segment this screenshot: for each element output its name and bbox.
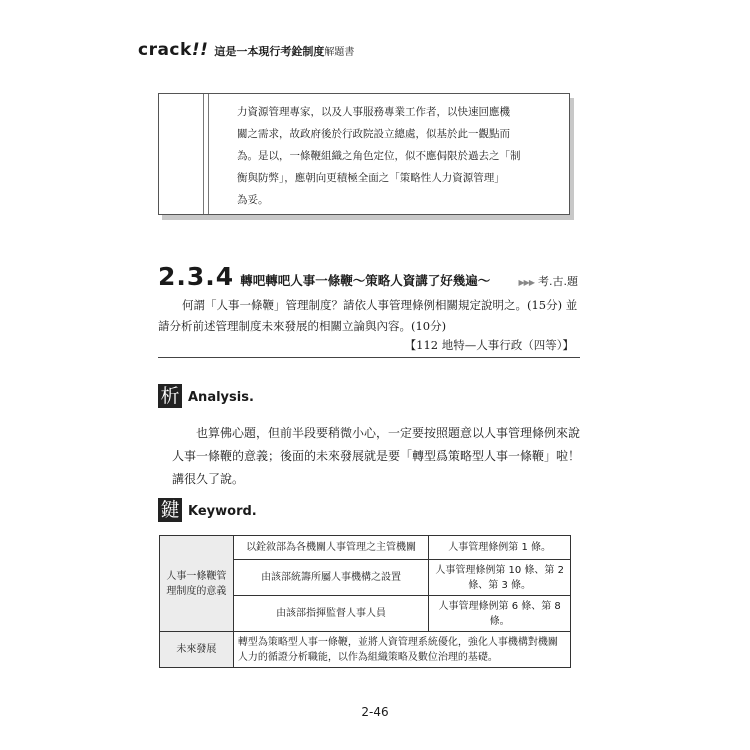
question-block (158, 295, 580, 358)
analysis-text: 也算佛心題，但前半段要稍微小心，一定要按照題意以人事管理條例來說人事一條鞭的意義；後面的未來發展就是要「轉型爲策略型人事一條鞭」啦！講很久了說。 (172, 426, 581, 486)
answer-line: 衡與防弊」，應朝向更積極全面之「策略性人力資源管理」 (237, 172, 505, 184)
reference-cell: 人事管理條例第 10 條、第 2 條、第 3 條。 (429, 560, 571, 596)
content-cell: 由該部指揮監督人事人員 (233, 596, 428, 632)
section-heading (158, 262, 578, 291)
answer-line: 為。是以，一條鞭組織之角色定位，似不應侷限於過去之「制 (237, 150, 521, 162)
content-cell: 以銓敘部為各機關人事管理之主管機關 (233, 536, 428, 560)
group-future-cell: 未來發展 (160, 632, 234, 668)
answer-continuation-box (158, 93, 570, 215)
analysis-label: Analysis. (188, 390, 254, 405)
running-header (138, 40, 354, 60)
table-row (160, 632, 571, 668)
brand-logo: crack!! (138, 40, 209, 60)
keyword-icon: 鍵 (158, 498, 182, 522)
question-source: 【112 地特—人事行政（四等）】 (404, 338, 574, 352)
triple-arrow-icon: ▶▶▶ (518, 278, 534, 287)
reference-cell: 人事管理條例第 1 條。 (429, 536, 571, 560)
page-number: 2-46 (361, 705, 389, 719)
header-subtitle: 這是一本現行考銓制度解題書 (214, 45, 355, 58)
box-rail (203, 94, 209, 214)
keyword-table (159, 535, 571, 668)
group-meaning-cell: 人事一條鞭管理制度的意義 (160, 536, 234, 632)
keyword-label: Keyword. (188, 504, 257, 519)
section-number: 2.3.4 (158, 262, 235, 291)
exam-tag: ▶▶▶ 考.古.題 (518, 275, 578, 288)
future-cell: 轉型為策略型人事一條鞭，並將人資管理系統優化，強化人事機構對機關人力的循證分析職能，以作為組織策略及數位治理的基礎。 (233, 632, 570, 668)
analysis-icon: 析 (158, 384, 182, 408)
table-row (160, 536, 571, 560)
answer-lines (237, 101, 557, 211)
section-title: 轉吧轉吧人事一條鞭～策略人資講了好幾遍～ (240, 273, 491, 288)
answer-line: 力資源管理專家，以及人事服務專業工作者，以快速回應機 (237, 106, 510, 118)
question-text: 何謂「人事一條鞭」管理制度？請依人事管理條例相關規定說明之。(15分) 並請分析前述管理制度未來發展的相關立論與內容。(10分) (158, 298, 578, 333)
answer-line: 關之需求，故政府後於行政院設立總處，似基於此一觀點而 (237, 128, 510, 140)
reference-cell: 人事管理條例第 6 條、第 8 條。 (429, 596, 571, 632)
content-cell: 由該部統籌所屬人事機構之設置 (233, 560, 428, 596)
answer-line: 為妥。 (237, 194, 269, 206)
